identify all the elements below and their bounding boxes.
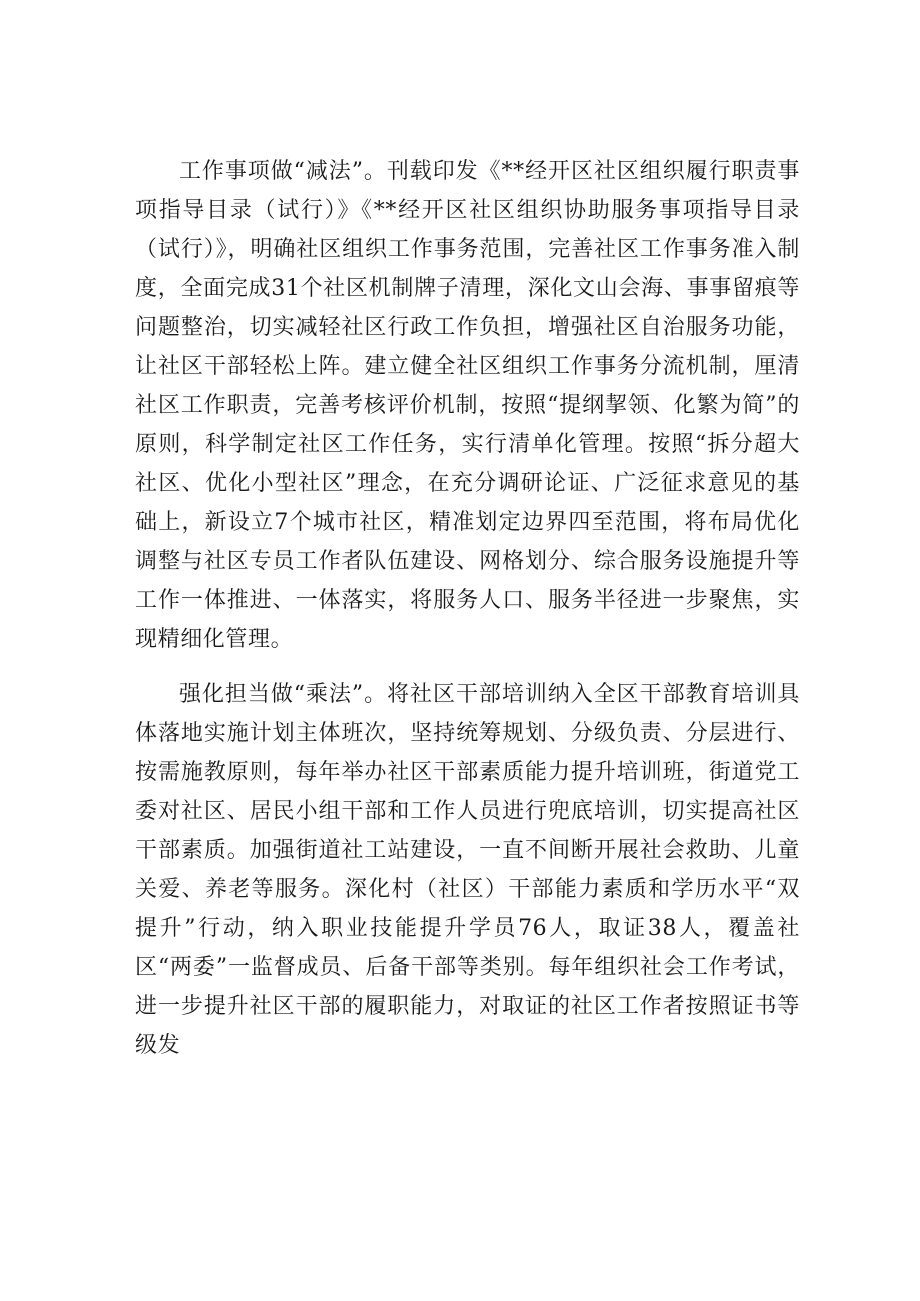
- document-body: [135, 152, 800, 1065]
- paragraph-responsibility-multiplication: 强化担当做“乘法”。将社区干部培训纳入全区干部教育培训具体落地实施计划主体班次，坚持统筹规划、分级负责、分层进行、按需施教原则，每年举办社区干部素质能力提升培训班，街道党工委对社区、居民小组干部和工作人员进行兜底培训，切实提高社区干部素质。加强街道社工站建设，一直不间断开展社会救助、儿童关爱、养老等服务。深化村（社区）干部能力素质和学历水平“双提升”行动，纳入职业技能提升学员76人，取证38人，覆盖社区“两委”一监督成员、后备干部等类别。每年组织社会工作考试，进一步提升社区干部的履职能力，对取证的社区工作者按照证书等级发: [135, 682, 800, 1058]
- paragraph-work-subtraction: 工作事项做“减法”。刊载印发《**经开区社区组织履行职责事项指导目录（试行）》《**经开区社区组织协助服务事项指导目录（试行）》，明确社区组织工作事务范围，完善社区工作事务准入制度，全面完成31个社区机制牌子清理，深化文山会海、事事留痕等问题整治，切实减轻社区行政工作负担，增强社区自治服务功能，让社区干部轻松上阵。建立健全社区组织工作事务分流机制，厘清社区工作职责，完善考核评价机制，按照“提纲挈领、化繁为简”的原则，科学制定社区工作任务，实行清单化管理。按照“拆分超大社区、优化小型社区”理念，在充分调研论证、广泛征求意见的基础上，新设立7个城市社区，精准划定边界四至范围，将布局优化调整与社区专员工作者队伍建设、网格划分、综合服务设施提升等工作一体推进、一体落实，将服务人口、服务半径进一步聚焦，实现精细化管理。: [135, 159, 800, 652]
